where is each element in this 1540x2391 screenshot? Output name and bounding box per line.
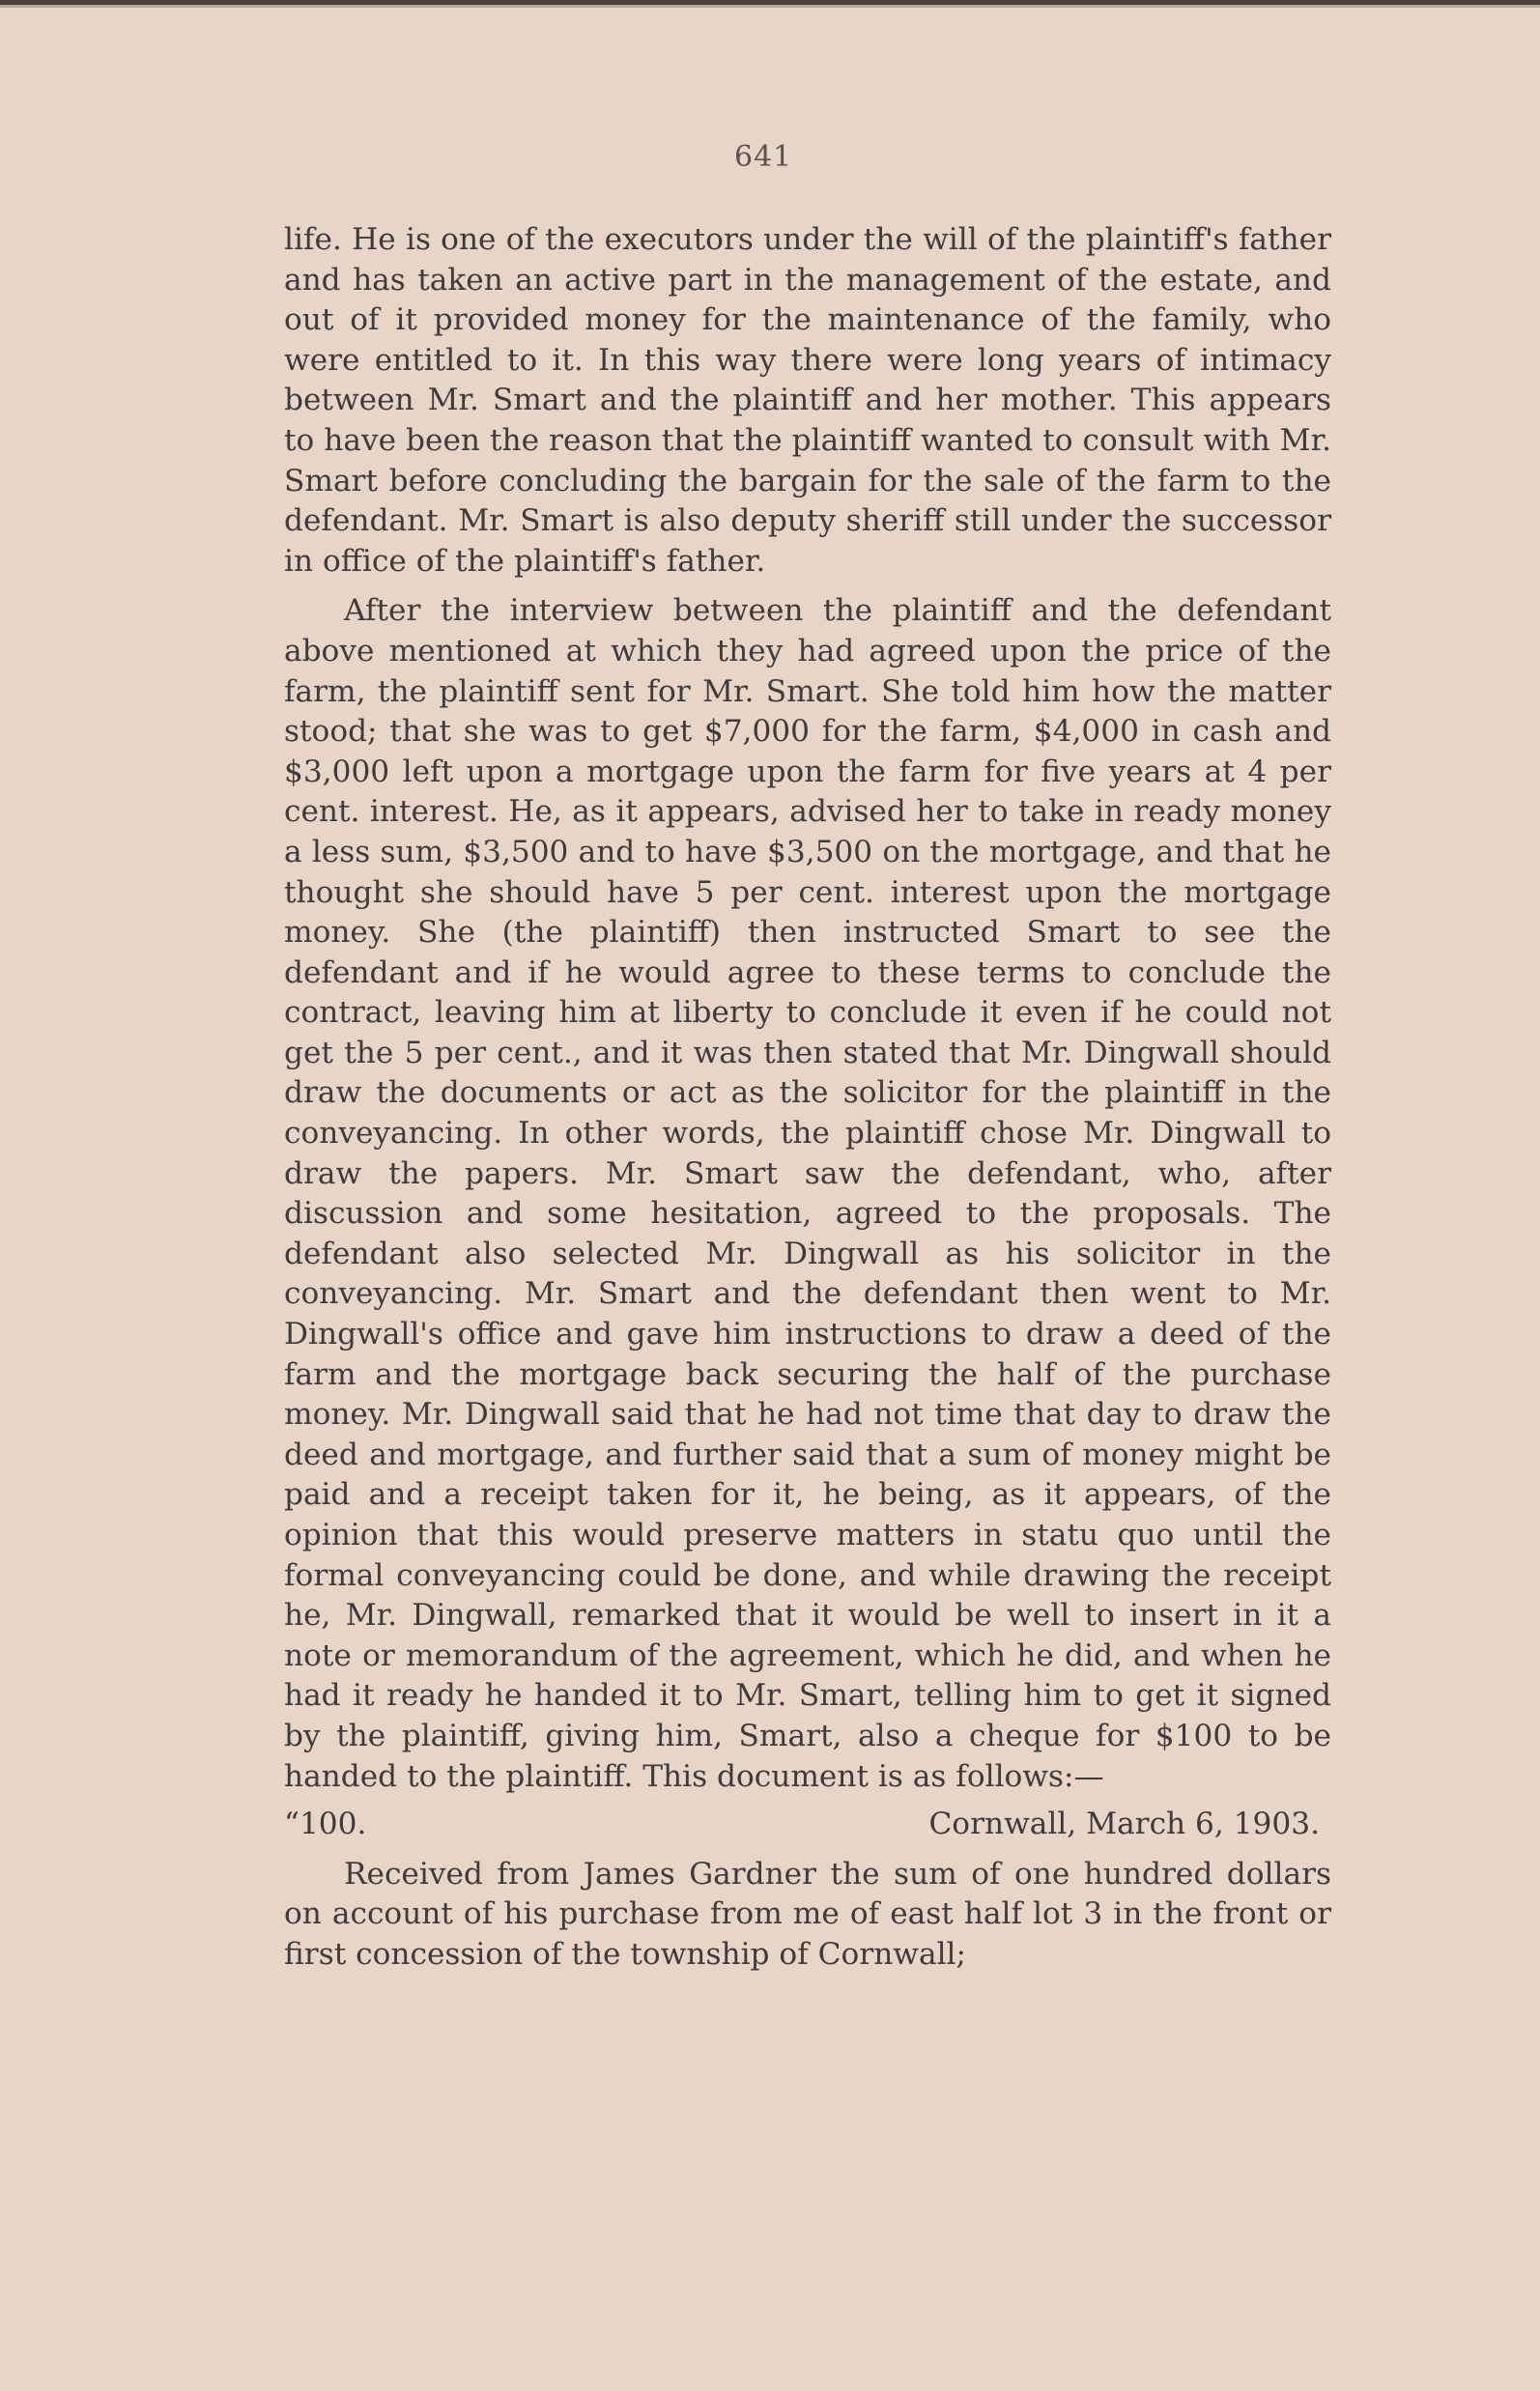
paragraph-2: After the interview between the plaintiff and the defendant above mentioned at which they had agreed upon the price of the farm, the plaintiff sent for Mr. Smart. She told him how the matter stood; that she was to get $7,000 for the farm, $4,000 in cash and $3,000 left upon a mortgage upon the farm for five years at 4 per cent. interest. He, as it appears, advised her to take in ready money a less sum, $3,500 and to have $3,500 on the mortgage, and that he thought she should have 5 per cent. interest upon the mortgage money. She (the plaintiff) then instructed Smart to see the defendant and if he would agree to these terms to conclude the contract, leaving him at liberty to conclude it even if he could not get the 5 per cent., and it was then stated that Mr. Dingwall should draw the documents or act as the solicitor for the plaintiff in the conveyancing. In other words, the plaintiff chose Mr. Dingwall to draw the papers. Mr. Smart saw the defendant, who, after discussion and some hesitation, agreed to the proposals. The defendant also selected Mr. Dingwall as his solicitor in the conveyancing. Mr. Smart and the defendant then went to Mr. Dingwall's office and gave him instructions to draw a deed of the farm and the mortgage back securing the half of the purchase money. Mr. Dingwall said that he had not time that day to draw the deed and mortgage, and further said that a sum of money might be paid and a receipt taken for it, he being, as it appears, of the opinion that this would preserve matters in statu quo until the formal conveyancing could be done, and while drawing the receipt he, Mr. Dingwall, remarked that it would be well to insert in it a note or memorandum of the agreement, which he did, and when he had it ready he handed it to Mr. Smart, telling him to get it signed by the plaintiff, giving him, Smart, also a cheque for $100 to be handed to the plaintiff. This document is as follows:— <box>284 593 1331 1794</box>
receipt-header <box>284 1805 1331 1845</box>
receipt-place-date: Cornwall, March 6, 1903. <box>928 1807 1320 1842</box>
receipt-body: Received from James Gardner the sum of one hundred dollars on account of his purchase from me of east half lot 3 in the front or first concession of the township of Cornwall; <box>284 1856 1331 1972</box>
body-text <box>284 220 1331 1976</box>
receipt-amount: “100. <box>284 1807 367 1842</box>
paragraph-1: life. He is one of the executors under the will of the plaintiff's father and has taken an active part in the management of the estate, and out of it provided money for the maintenance of the family, who were entitled to it. In this way there were long years of intimacy between Mr. Smart and the plaintiff and her mother. This appears to have been the reason that the plaintiff wanted to consult with Mr. Smart before concluding the bargain for the sale of the farm to the defendant. Mr. Smart is also deputy sheriff still under the successor in office of the plaintiff's father. <box>284 222 1331 579</box>
top-edge-shadow <box>0 5 1540 8</box>
page-number: 641 <box>734 140 793 174</box>
